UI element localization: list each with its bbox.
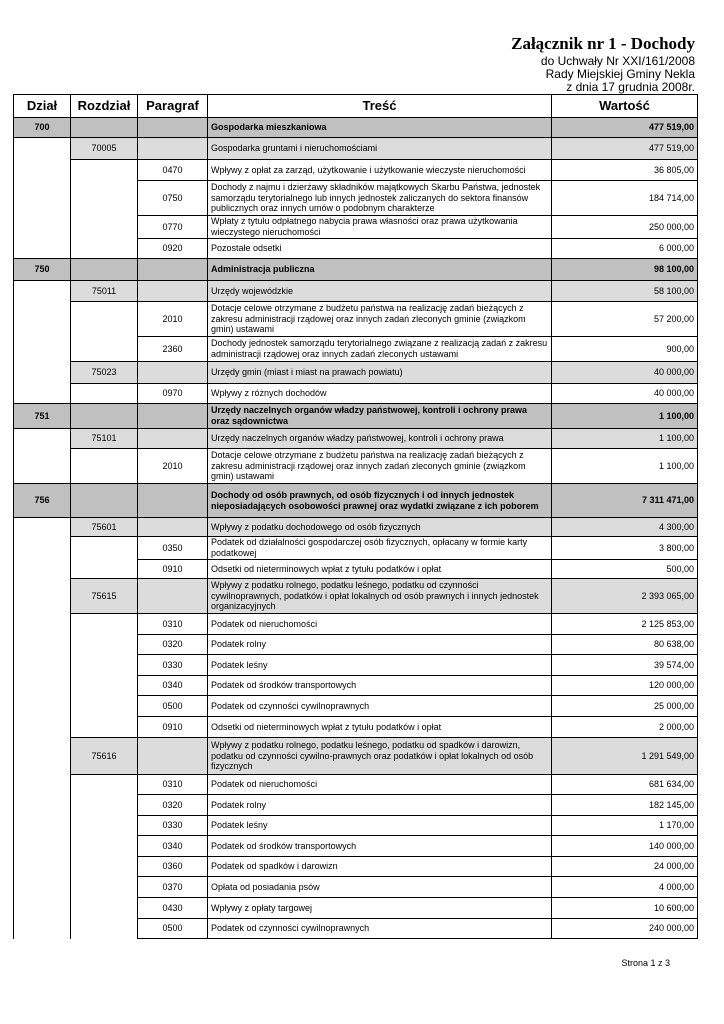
paragraf-cell (138, 738, 208, 775)
tresc-cell: Odsetki od nieterminowych wpłat z tytułu podatków i opłat (208, 717, 552, 738)
paragraf-row (14, 795, 698, 816)
dzial-cell (14, 655, 71, 676)
tresc-cell: Urzędy naczelnych organów władzy państwowej, kontroli i ochrony prawa (208, 429, 552, 449)
tresc-cell: Administracja publiczna (208, 259, 552, 281)
paragraf-row (14, 302, 698, 337)
wartosc-cell: 6 000,00 (552, 239, 698, 259)
dzial-cell (14, 676, 71, 696)
wartosc-cell: 39 574,00 (552, 655, 698, 676)
wartosc-cell: 10 600,00 (552, 898, 698, 919)
paragraf-cell: 0330 (138, 655, 208, 676)
tresc-cell: Urzędy naczelnych organów władzy państwowej, kontroli i ochrony prawa oraz sądownictwa (208, 404, 552, 429)
dzial-cell (14, 816, 71, 836)
dzial-cell: 750 (14, 259, 71, 281)
tresc-cell: Wpływy z podatku rolnego, podatku leśnego, podatku od czynności cywilnoprawnych, podatków i opłat lokalnych od osób prawnych i innych jednostek organizacyjnych (208, 579, 552, 614)
paragraf-cell: 2360 (138, 337, 208, 362)
dzial-cell (14, 560, 71, 579)
rozdzial-cell: 75616 (71, 738, 138, 775)
rozdzial-row (14, 429, 698, 449)
council-name: Rady Miejskiej Gminy Nekla (545, 67, 695, 81)
rozdzial-cell (71, 676, 138, 696)
tresc-cell: Dochody jednostek samorządu terytorialnego związane z realizacją zadań z zakresu administracji rządowej oraz innych zadań zleconych ustawami (208, 337, 552, 362)
paragraf-row (14, 181, 698, 216)
dzial-cell (14, 775, 71, 795)
rozdzial-cell (71, 181, 138, 216)
dzial-cell (14, 614, 71, 635)
rozdzial-cell (71, 384, 138, 404)
column-header-tresc: Treść (208, 95, 552, 118)
paragraf-cell (138, 362, 208, 384)
column-header-wartosc: Wartość (552, 95, 698, 118)
wartosc-cell: 240 000,00 (552, 919, 698, 939)
wartosc-cell: 681 634,00 (552, 775, 698, 795)
dzial-cell (14, 160, 71, 181)
tresc-cell: Podatek od czynności cywilnoprawnych (208, 696, 552, 717)
paragraf-cell: 0320 (138, 795, 208, 816)
resolution-number: do Uchwały Nr XXI/161/2008 (540, 54, 695, 68)
wartosc-cell: 500,00 (552, 560, 698, 579)
paragraf-row (14, 614, 698, 635)
rozdzial-cell (71, 816, 138, 836)
rozdzial-cell (71, 404, 138, 429)
wartosc-cell: 24 000,00 (552, 857, 698, 877)
rozdzial-cell (71, 259, 138, 281)
tresc-cell: Wpłaty z tytułu odpłatnego nabycia prawa własności oraz prawa użytkowania wieczystego nieruchomości (208, 216, 552, 239)
rozdzial-cell: 75101 (71, 429, 138, 449)
dzial-row (14, 118, 698, 138)
tresc-cell: Podatek od nieruchomości (208, 614, 552, 635)
wartosc-cell: 40 000,00 (552, 384, 698, 404)
column-header-rozdzial: Rozdział (71, 95, 138, 118)
rozdzial-cell (71, 614, 138, 635)
wartosc-cell: 36 805,00 (552, 160, 698, 181)
tresc-cell: Podatek od czynności cywilnoprawnych (208, 919, 552, 939)
tresc-cell: Gospodarka gruntami i nieruchomościami (208, 138, 552, 160)
dzial-cell: 756 (14, 484, 71, 518)
rozdzial-cell: 75601 (71, 518, 138, 537)
wartosc-cell: 4 300,00 (552, 518, 698, 537)
tresc-cell: Podatek od środków transportowych (208, 836, 552, 857)
dzial-cell (14, 696, 71, 717)
rozdzial-cell (71, 775, 138, 795)
paragraf-cell: 0470 (138, 160, 208, 181)
dzial-cell (14, 795, 71, 816)
paragraf-cell (138, 404, 208, 429)
paragraf-row (14, 816, 698, 836)
dzial-cell (14, 836, 71, 857)
paragraf-cell: 0340 (138, 676, 208, 696)
table-header-row (14, 95, 698, 118)
rozdzial-cell (71, 898, 138, 919)
paragraf-cell (138, 484, 208, 518)
dzial-cell (14, 384, 71, 404)
paragraf-row (14, 337, 698, 362)
rozdzial-cell: 70005 (71, 138, 138, 160)
wartosc-cell: 40 000,00 (552, 362, 698, 384)
tresc-cell: Podatek od spadków i darowizn (208, 857, 552, 877)
rozdzial-row (14, 738, 698, 775)
rozdzial-row (14, 579, 698, 614)
wartosc-cell: 1 100,00 (552, 429, 698, 449)
paragraf-cell: 0750 (138, 181, 208, 216)
revenue-table (13, 94, 698, 939)
rozdzial-cell (71, 537, 138, 560)
rozdzial-cell (71, 717, 138, 738)
dzial-cell: 700 (14, 118, 71, 138)
rozdzial-cell (71, 302, 138, 337)
paragraf-cell: 0430 (138, 898, 208, 919)
paragraf-cell: 2010 (138, 302, 208, 337)
rozdzial-row (14, 518, 698, 537)
rozdzial-cell (71, 877, 138, 898)
dzial-cell (14, 857, 71, 877)
wartosc-cell: 2 393 065,00 (552, 579, 698, 614)
dzial-cell (14, 635, 71, 655)
paragraf-cell: 0340 (138, 836, 208, 857)
paragraf-row (14, 717, 698, 738)
tresc-cell: Podatek leśny (208, 655, 552, 676)
wartosc-cell: 98 100,00 (552, 259, 698, 281)
paragraf-cell: 0320 (138, 635, 208, 655)
rozdzial-cell (71, 696, 138, 717)
rozdzial-cell: 75023 (71, 362, 138, 384)
table-body (14, 118, 698, 939)
rozdzial-cell: 75011 (71, 281, 138, 302)
rozdzial-row (14, 362, 698, 384)
rozdzial-cell (71, 160, 138, 181)
dzial-cell (14, 239, 71, 259)
rozdzial-cell (71, 118, 138, 138)
paragraf-row (14, 537, 698, 560)
paragraf-row (14, 898, 698, 919)
tresc-cell: Dotacje celowe otrzymane z budżetu państwa na realizację zadań bieżących z zakresu administracji rządowej oraz innych zadań zleconych gminie (związkom gmin) ustawami (208, 449, 552, 484)
paragraf-row (14, 877, 698, 898)
tresc-cell: Urzędy wojewódzkie (208, 281, 552, 302)
tresc-cell: Dochody z najmu i dzierżawy składników majątkowych Skarbu Państwa, jednostek samorządu terytorialnego lub innych jednostek zaliczanych do sektora finansów publicznych oraz innych umów o podobnym charakterze (208, 181, 552, 216)
rozdzial-row (14, 281, 698, 302)
rozdzial-cell (71, 919, 138, 939)
tresc-cell: Gospodarka mieszkaniowa (208, 118, 552, 138)
wartosc-cell: 900,00 (552, 337, 698, 362)
paragraf-row (14, 919, 698, 939)
dzial-cell (14, 898, 71, 919)
tresc-cell: Podatek rolny (208, 635, 552, 655)
paragraf-row (14, 635, 698, 655)
tresc-cell: Dochody od osób prawnych, od osób fizycznych i od innych jednostek nieposiadających osobowości prawnej oraz wydatki związane z ich poborem (208, 484, 552, 518)
tresc-cell: Wpływy z opłat za zarząd, użytkowanie i użytkowanie wieczyste nieruchomości (208, 160, 552, 181)
wartosc-cell: 2 125 853,00 (552, 614, 698, 635)
paragraf-row (14, 836, 698, 857)
resolution-date: z dnia 17 grudnia 2008r. (566, 80, 695, 94)
dzial-cell (14, 302, 71, 337)
paragraf-cell (138, 118, 208, 138)
paragraf-row (14, 775, 698, 795)
wartosc-cell: 80 638,00 (552, 635, 698, 655)
dzial-cell (14, 919, 71, 939)
wartosc-cell: 25 000,00 (552, 696, 698, 717)
paragraf-cell: 0370 (138, 877, 208, 898)
dzial-row (14, 404, 698, 429)
paragraf-cell: 0910 (138, 560, 208, 579)
paragraf-cell (138, 259, 208, 281)
paragraf-cell: 0350 (138, 537, 208, 560)
rozdzial-cell (71, 337, 138, 362)
dzial-cell (14, 518, 71, 537)
paragraf-row (14, 160, 698, 181)
wartosc-cell: 1 291 549,00 (552, 738, 698, 775)
tresc-cell: Dotacje celowe otrzymane z budżetu państwa na realizację zadań bieżących z zakresu administracji rządowej oraz innych zadań zleconych gminie (związkom gmin) ustawami (208, 302, 552, 337)
dzial-cell (14, 579, 71, 614)
wartosc-cell: 7 311 471,00 (552, 484, 698, 518)
dzial-cell (14, 717, 71, 738)
paragraf-row (14, 216, 698, 239)
wartosc-cell: 120 000,00 (552, 676, 698, 696)
wartosc-cell: 477 519,00 (552, 138, 698, 160)
rozdzial-cell (71, 795, 138, 816)
dzial-cell: 751 (14, 404, 71, 429)
column-header-dzial: Dział (14, 95, 71, 118)
tresc-cell: Podatek od działalności gospodarczej osób fizycznych, opłacany w formie karty podatkowej (208, 537, 552, 560)
paragraf-cell: 0360 (138, 857, 208, 877)
wartosc-cell: 1 100,00 (552, 404, 698, 429)
tresc-cell: Wpływy z różnych dochodów (208, 384, 552, 404)
paragraf-cell: 0920 (138, 239, 208, 259)
wartosc-cell: 57 200,00 (552, 302, 698, 337)
dzial-cell (14, 738, 71, 775)
wartosc-cell: 1 170,00 (552, 816, 698, 836)
wartosc-cell: 58 100,00 (552, 281, 698, 302)
paragraf-cell: 0310 (138, 614, 208, 635)
tresc-cell: Opłata od posiadania psów (208, 877, 552, 898)
tresc-cell: Pozostałe odsetki (208, 239, 552, 259)
rozdzial-cell (71, 836, 138, 857)
rozdzial-cell: 75615 (71, 579, 138, 614)
wartosc-cell: 4 000,00 (552, 877, 698, 898)
rozdzial-cell (71, 239, 138, 259)
tresc-cell: Wpływy z podatku rolnego, podatku leśnego, podatku od spadków i darowizn, podatku od czynności cywilno-prawnych oraz podatków i opłat lokalnych od osób fizycznych (208, 738, 552, 775)
paragraf-cell (138, 281, 208, 302)
rozdzial-cell (71, 449, 138, 484)
dzial-cell (14, 181, 71, 216)
dzial-cell (14, 449, 71, 484)
paragraf-cell: 0910 (138, 717, 208, 738)
wartosc-cell: 184 714,00 (552, 181, 698, 216)
dzial-cell (14, 429, 71, 449)
wartosc-cell: 2 000,00 (552, 717, 698, 738)
rozdzial-cell (71, 635, 138, 655)
paragraf-row (14, 239, 698, 259)
paragraf-cell: 0310 (138, 775, 208, 795)
tresc-cell: Podatek od nieruchomości (208, 775, 552, 795)
rozdzial-cell (71, 857, 138, 877)
rozdzial-cell (71, 560, 138, 579)
paragraf-cell (138, 429, 208, 449)
paragraf-cell: 2010 (138, 449, 208, 484)
tresc-cell: Wpływy z opłaty targowej (208, 898, 552, 919)
tresc-cell: Podatek rolny (208, 795, 552, 816)
tresc-cell: Podatek od środków transportowych (208, 676, 552, 696)
wartosc-cell: 1 100,00 (552, 449, 698, 484)
wartosc-cell: 3 800,00 (552, 537, 698, 560)
paragraf-cell (138, 518, 208, 537)
paragraf-cell (138, 138, 208, 160)
rozdzial-cell (71, 484, 138, 518)
dzial-cell (14, 216, 71, 239)
page-number: Strona 1 z 3 (621, 958, 670, 968)
paragraf-row (14, 449, 698, 484)
rozdzial-cell (71, 216, 138, 239)
column-header-paragraf: Paragraf (138, 95, 208, 118)
paragraf-row (14, 676, 698, 696)
dzial-cell (14, 281, 71, 302)
paragraf-row (14, 655, 698, 676)
paragraf-cell (138, 579, 208, 614)
wartosc-cell: 250 000,00 (552, 216, 698, 239)
rozdzial-cell (71, 655, 138, 676)
dzial-row (14, 259, 698, 281)
dzial-cell (14, 362, 71, 384)
dzial-cell (14, 877, 71, 898)
paragraf-cell: 0500 (138, 919, 208, 939)
tresc-cell: Podatek leśny (208, 816, 552, 836)
paragraf-row (14, 696, 698, 717)
document-title: Załącznik nr 1 - Dochody (511, 34, 695, 53)
dzial-row (14, 484, 698, 518)
dzial-cell (14, 337, 71, 362)
paragraf-row (14, 857, 698, 877)
paragraf-cell: 0500 (138, 696, 208, 717)
paragraf-cell: 0330 (138, 816, 208, 836)
paragraf-row (14, 560, 698, 579)
paragraf-row (14, 384, 698, 404)
tresc-cell: Odsetki od nieterminowych wpłat z tytułu podatków i opłat (208, 560, 552, 579)
wartosc-cell: 477 519,00 (552, 118, 698, 138)
dzial-cell (14, 537, 71, 560)
wartosc-cell: 182 145,00 (552, 795, 698, 816)
paragraf-cell: 0770 (138, 216, 208, 239)
tresc-cell: Wpływy z podatku dochodowego od osób fizycznych (208, 518, 552, 537)
rozdzial-row (14, 138, 698, 160)
tresc-cell: Urzędy gmin (miast i miast na prawach powiatu) (208, 362, 552, 384)
paragraf-cell: 0970 (138, 384, 208, 404)
dzial-cell (14, 138, 71, 160)
wartosc-cell: 140 000,00 (552, 836, 698, 857)
